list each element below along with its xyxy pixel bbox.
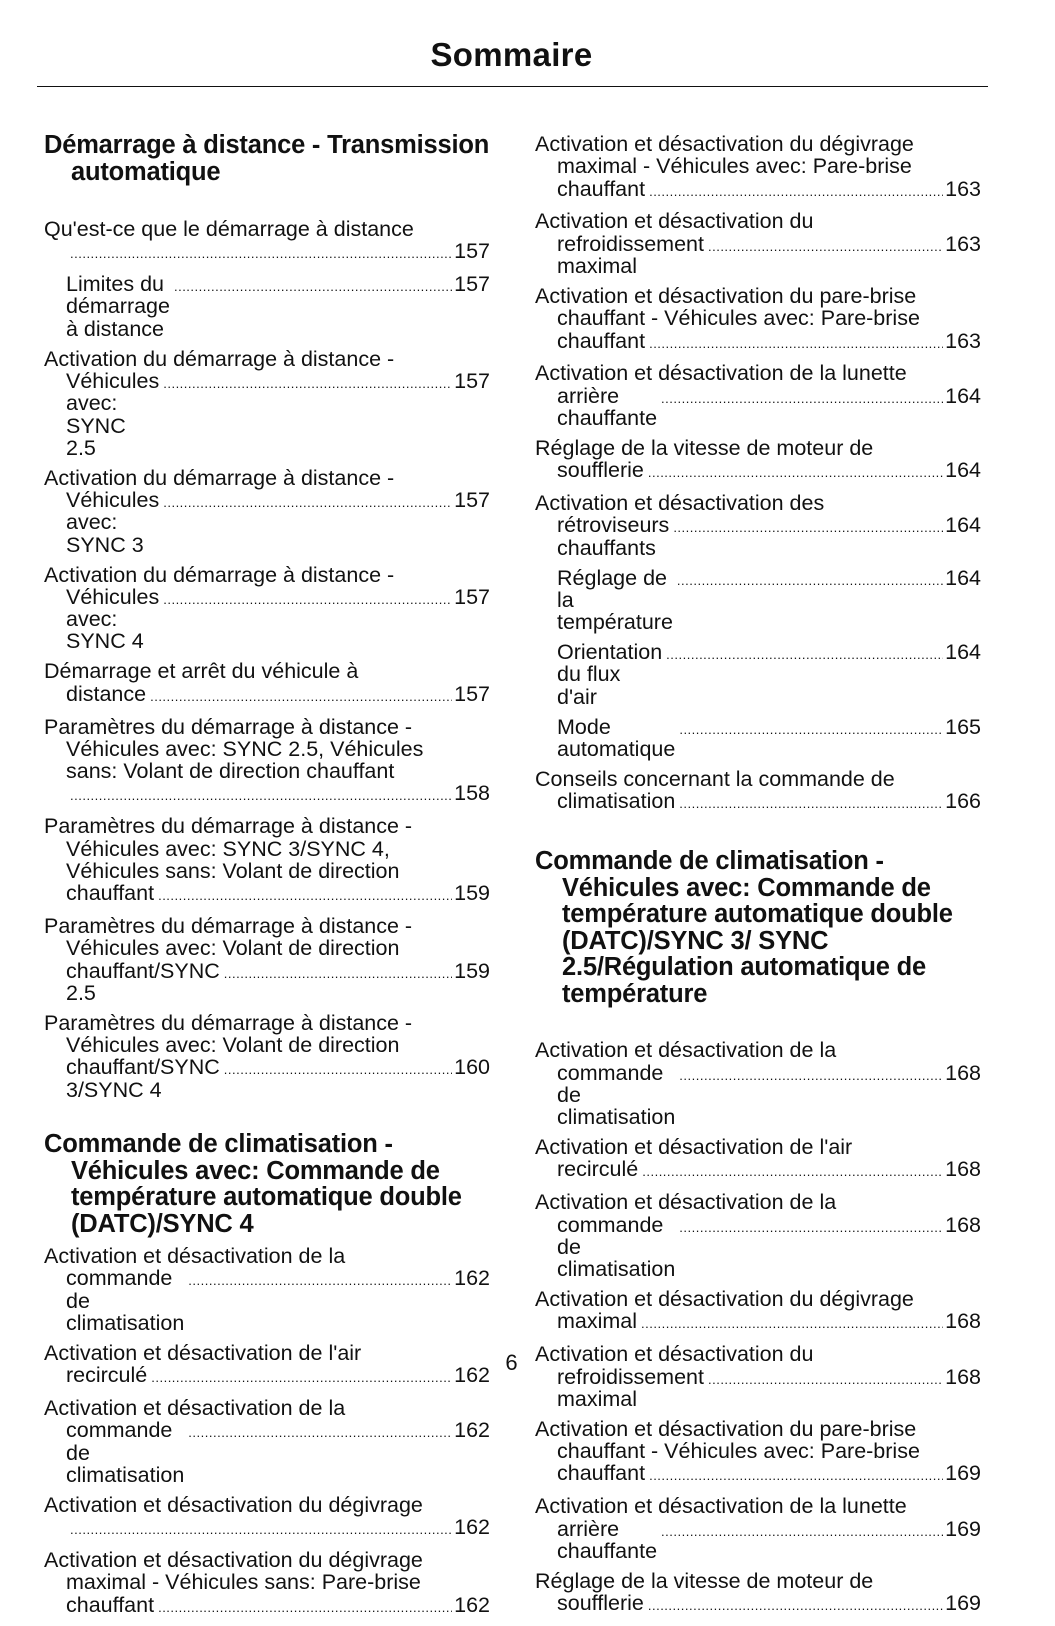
toc-entry-text: Activation et désactivation du <box>535 1342 814 1367</box>
toc-entry[interactable] <box>44 1397 490 1486</box>
leader-dots <box>158 1597 452 1619</box>
toc-entry-text: Activation et désactivation de la lunette <box>535 1494 907 1519</box>
toc-page-number: 164 <box>945 640 981 665</box>
toc-entry-text: Activation du démarrage à distance - <box>44 465 395 490</box>
section-heading: Démarrage à distance - Transmission automatique <box>44 131 490 186</box>
leader-dots <box>649 333 943 355</box>
toc-entry-text: Qu'est-ce que le démarrage à distance <box>44 217 414 241</box>
toc-page-number: 157 <box>454 272 490 297</box>
toc-page-number: 159 <box>454 958 490 983</box>
toc-entry[interactable] <box>535 437 981 485</box>
toc-entry[interactable] <box>535 768 981 816</box>
leader-dots <box>673 517 943 539</box>
toc-entry-text: chauffant - Véhicules avec: Pare-brise <box>557 1439 920 1464</box>
leader-dots <box>648 1595 943 1617</box>
toc-entry-text: Activation et désactivation de la <box>535 1190 837 1215</box>
toc-entry[interactable] <box>535 567 981 634</box>
toc-entry-text: rétroviseurs chauffants <box>557 513 670 560</box>
toc-entry[interactable] <box>44 273 490 340</box>
toc-entry-text: sans: Volant de direction chauffant <box>66 759 395 784</box>
toc-page-number: 162 <box>454 1418 490 1443</box>
toc-entry-text: Véhicules avec: SYNC 4 <box>66 584 160 654</box>
toc-entry-text: Activation et désactivation de la lunette <box>535 361 907 386</box>
toc-entry-text: Activation et désactivation du pare-brise <box>535 1416 917 1441</box>
toc-left-column <box>44 132 490 1626</box>
toc-entry-text: commande de climatisation <box>557 1212 676 1282</box>
toc-page-number: 169 <box>945 1516 981 1541</box>
toc-entry-text: Activation et désactivation du dégivrage <box>44 1492 423 1517</box>
toc-entry-text: Activation du démarrage à distance - <box>44 562 395 587</box>
toc-entry[interactable] <box>44 660 490 708</box>
toc-entry-text: Activation et désactivation du dégivrage <box>535 1287 914 1312</box>
toc-page-number: 157 <box>454 681 490 706</box>
toc-entry-text: Mode automatique <box>557 714 676 761</box>
toc-entry-text: Activation et désactivation des <box>535 491 825 516</box>
leader-dots <box>642 1161 943 1183</box>
toc-entry-text: Véhicules avec: SYNC 2.5, Véhicules <box>66 736 424 761</box>
leader-dots <box>163 492 452 514</box>
toc-entry-text: Véhicules avec: SYNC 3 <box>66 488 160 557</box>
toc-entry-text: commande de climatisation <box>66 1266 185 1335</box>
toc-entry[interactable] <box>44 564 490 653</box>
toc-entry-text: Réglage de la température <box>557 565 673 635</box>
leader-dots <box>666 644 943 666</box>
toc-entry[interactable] <box>535 1136 981 1184</box>
toc-page-number: 164 <box>945 458 981 483</box>
toc-entry-text: arrière chauffante <box>557 1516 658 1563</box>
leader-dots <box>649 181 943 203</box>
toc-entry-text: Activation du démarrage à distance - <box>44 346 395 371</box>
toc-entry[interactable] <box>44 1549 490 1619</box>
leader-dots <box>661 388 943 410</box>
toc-entry-text: Activation et désactivation du pare-brise <box>535 283 917 308</box>
toc-entry[interactable] <box>535 1418 981 1488</box>
toc-entry[interactable] <box>44 467 490 556</box>
toc-entry-text: Paramètres du démarrage à distance - <box>44 814 413 839</box>
toc-page-number: 166 <box>945 789 981 814</box>
toc-entry[interactable] <box>535 492 981 559</box>
toc-entry-text: distance <box>66 681 147 706</box>
toc-entry-text: maximal - Véhicules sans: Pare-brise <box>66 1570 421 1595</box>
toc-page-number: 168 <box>945 1309 981 1334</box>
toc-page-number: 165 <box>945 714 981 739</box>
title-divider <box>37 86 988 87</box>
toc-page-number: 163 <box>945 231 981 256</box>
toc-entry[interactable] <box>44 815 490 907</box>
leader-dots <box>679 793 943 815</box>
toc-entry[interactable] <box>535 1495 981 1562</box>
toc-entry-text: Véhicules avec: Volant de direction <box>66 936 400 961</box>
leader-dots <box>224 963 452 985</box>
leader-dots <box>679 719 943 741</box>
leader-dots <box>661 1521 943 1543</box>
toc-entry-text: chauffant <box>66 1592 155 1617</box>
toc-entry-text: Orientation du flux d'air <box>557 640 663 709</box>
toc-entry[interactable] <box>535 285 981 355</box>
toc-page-number: 157 <box>454 239 490 264</box>
toc-entry-text: Véhicules sans: Volant de direction <box>66 858 400 883</box>
toc-entry-text: Activation et désactivation de la <box>44 1244 346 1269</box>
toc-page-number: 162 <box>454 1592 490 1617</box>
section-heading: Commande de climatisation - Véhicules avec: Commande de température automatique double (DATC)/SYNC 3/ SYNC 2.5/Régulation automatique de température <box>535 847 953 1008</box>
toc-entry-text: Activation et désactivation de l'air <box>44 1340 362 1365</box>
toc-entry-text: Réglage de la vitesse de moteur de <box>535 1568 874 1593</box>
leader-dots <box>708 236 943 258</box>
toc-entry[interactable] <box>44 348 490 459</box>
leader-dots <box>174 276 452 298</box>
page-title: Sommaire <box>430 36 593 73</box>
toc-page-number: 169 <box>945 1591 981 1616</box>
leader-dots <box>649 1465 943 1487</box>
toc-page-number: 164 <box>945 565 981 590</box>
toc-entry-text: Activation et désactivation de l'air <box>535 1135 853 1160</box>
toc-entry-text: Réglage de la vitesse de moteur de <box>535 435 874 460</box>
toc-page-number: 164 <box>945 513 981 538</box>
toc-page-number: 168 <box>945 1060 981 1085</box>
toc-entry-text: Démarrage et arrêt du véhicule à <box>44 659 359 684</box>
toc-entry-text: chauffant/SYNC 3/SYNC 4 <box>66 1055 220 1102</box>
leader-dots <box>163 373 452 395</box>
toc-entry-text: chauffant - Véhicules avec: Pare-brise <box>557 306 920 331</box>
toc-entry-text: refroidissement maximal <box>557 1364 704 1411</box>
toc-page-number: 168 <box>945 1364 981 1389</box>
toc-entry[interactable] <box>535 1570 981 1618</box>
toc-entry-text: Activation et désactivation du dégivrage <box>44 1547 423 1572</box>
toc-page-number: 163 <box>945 328 981 353</box>
toc-entry-text: soufflerie <box>557 458 644 483</box>
toc-entry-text: commande de climatisation <box>557 1060 676 1130</box>
toc-entry-text: soufflerie <box>557 1591 644 1616</box>
toc-entry-text: chauffant <box>66 881 155 906</box>
toc-page-number: 163 <box>945 176 981 201</box>
toc-entry-text: Véhicules avec: SYNC 3/SYNC 4, <box>66 836 390 861</box>
toc-entry-text: chauffant <box>557 1461 646 1486</box>
leader-dots <box>70 243 452 265</box>
toc-page-number: 157 <box>454 488 490 513</box>
leader-dots <box>641 1313 943 1335</box>
toc-entry[interactable] <box>535 716 981 761</box>
toc-entry-text: recirculé <box>66 1363 148 1388</box>
toc-entry-text: Activation et désactivation de la <box>535 1038 837 1063</box>
toc-entry-text: maximal - Véhicules avec: Pare-brise <box>557 154 912 179</box>
toc-page-number: 159 <box>454 881 490 906</box>
toc-entry-text: climatisation <box>557 789 676 814</box>
toc-entry-text: chauffant <box>557 176 646 201</box>
leader-dots <box>677 570 943 592</box>
leader-dots <box>158 885 452 907</box>
section-heading: Commande de climatisation - Véhicules avec: Commande de température automatique double (DATC)/SYNC 4 <box>44 1130 462 1238</box>
leader-dots <box>163 589 452 611</box>
toc-entry[interactable] <box>535 362 981 429</box>
toc-right-column <box>535 133 981 1625</box>
toc-entry-text: Véhicules avec: SYNC 2.5 <box>66 368 160 460</box>
toc-entry[interactable] <box>44 1012 490 1101</box>
toc-entry[interactable] <box>535 1039 981 1128</box>
toc-page-number: 162 <box>454 1515 490 1540</box>
toc-entry-text: Activation et désactivation du <box>535 209 814 234</box>
toc-page-number: 158 <box>454 781 490 806</box>
leader-dots <box>679 1217 943 1239</box>
toc-entry[interactable] <box>44 716 490 808</box>
toc-entry-text: recirculé <box>557 1157 639 1182</box>
toc-page-number: 168 <box>945 1212 981 1237</box>
toc-entry-text: maximal <box>557 1309 638 1334</box>
toc-entry[interactable] <box>535 1288 981 1336</box>
toc-entry[interactable] <box>535 210 981 277</box>
leader-dots <box>188 1270 452 1292</box>
toc-page-number: 164 <box>945 383 981 408</box>
toc-entry-text: chauffant <box>557 328 646 353</box>
toc-page-number: 168 <box>945 1157 981 1182</box>
leader-dots <box>224 1059 452 1081</box>
toc-entry-text: Paramètres du démarrage à distance - <box>44 714 413 739</box>
toc-entry-text: refroidissement maximal <box>557 231 704 279</box>
toc-entry-text: Activation et désactivation du dégivrage <box>535 132 914 156</box>
toc-page-number: 160 <box>454 1055 490 1080</box>
toc-entry[interactable] <box>44 1245 490 1334</box>
toc-entry-text: Paramètres du démarrage à distance - <box>44 914 413 939</box>
toc-entry-text: commande de climatisation <box>66 1418 185 1487</box>
toc-entry[interactable] <box>44 915 490 1004</box>
toc-entry[interactable] <box>44 1494 490 1542</box>
page-number: 6 <box>505 1350 518 1375</box>
toc-entry-text: Véhicules avec: Volant de direction <box>66 1033 400 1058</box>
toc-entry-text: chauffant/SYNC 2.5 <box>66 958 220 1005</box>
toc-entry-text: arrière chauffante <box>557 383 658 431</box>
leader-dots <box>70 785 452 807</box>
leader-dots <box>679 1065 943 1087</box>
leader-dots <box>648 462 943 484</box>
toc-page-number: 169 <box>945 1461 981 1486</box>
toc-entry-text: Conseils concernant la commande de <box>535 766 895 791</box>
toc-page-number: 157 <box>454 584 490 609</box>
leader-dots <box>188 1422 452 1444</box>
leader-dots <box>150 686 452 708</box>
toc-entry[interactable] <box>535 1191 981 1280</box>
toc-entry[interactable] <box>44 218 490 266</box>
toc-entry-text: Activation et désactivation de la <box>44 1396 346 1420</box>
toc-page-number: 162 <box>454 1266 490 1291</box>
toc-entry-text: Limites du démarrage à distance <box>66 272 170 341</box>
toc-page-number: 157 <box>454 368 490 393</box>
toc-entry[interactable] <box>535 641 981 708</box>
leader-dots <box>70 1519 452 1541</box>
toc-page-number: 162 <box>454 1363 490 1388</box>
toc-entry[interactable] <box>535 133 981 203</box>
toc-entry-text: Paramètres du démarrage à distance - <box>44 1010 413 1035</box>
